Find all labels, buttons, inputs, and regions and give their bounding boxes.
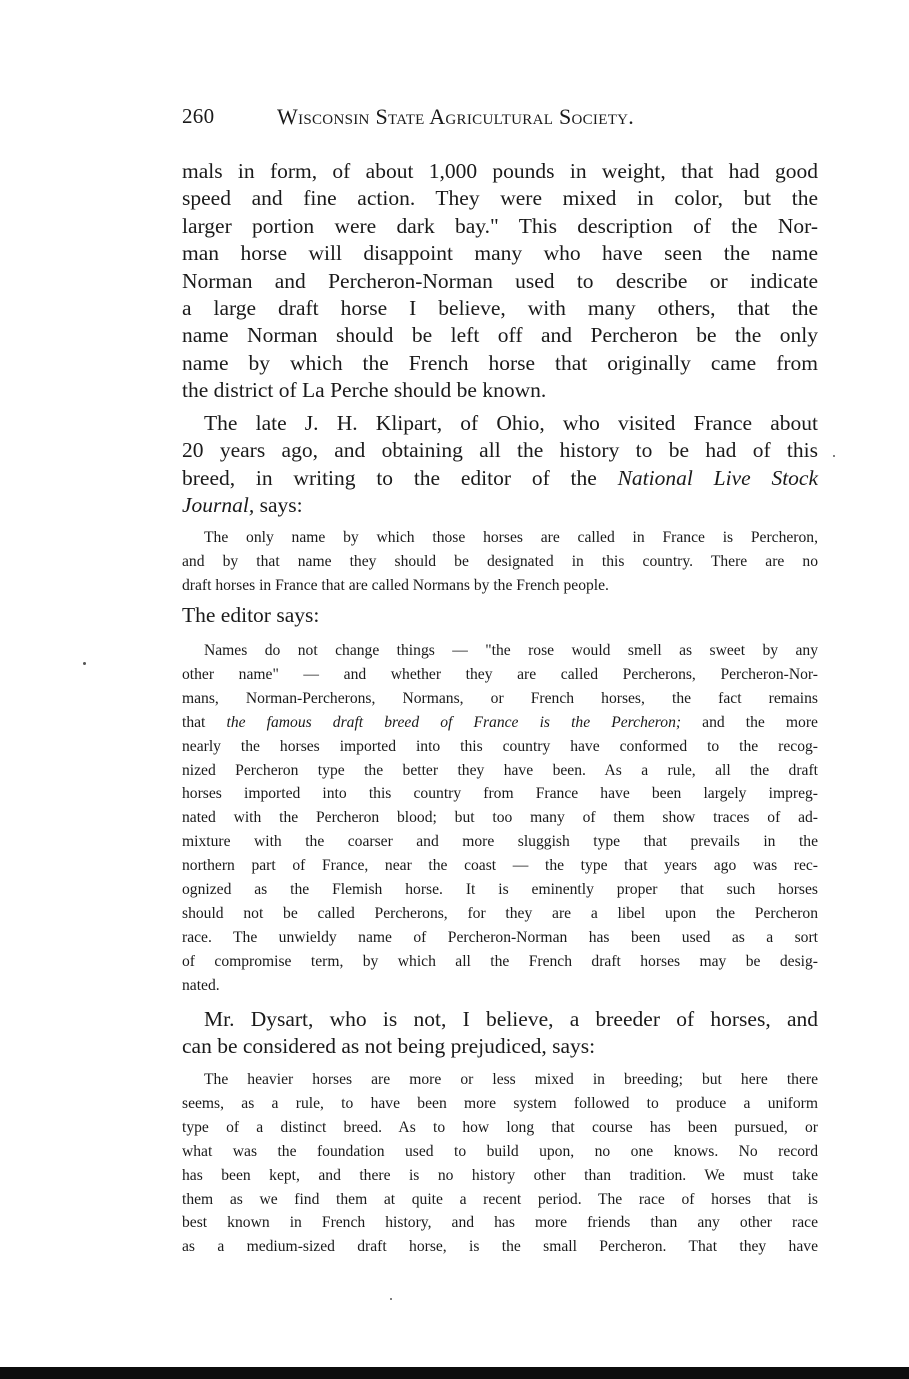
text-line: them as we find them at quite a recent period. The race of horses that is [182,1190,818,1208]
text-line: mals in form, of about 1,000 pounds in weight, that had good [182,159,818,183]
text-run: breed, in writing to the editor of the [182,465,597,490]
scan-speck [390,1298,392,1300]
text-line: larger portion were dark bay." This description of the Nor- [182,213,818,238]
text-line: nated with the Percheron blood; but too many of them show traces of ad- [182,809,818,827]
text-line: can be considered as not being prejudiced, says: [182,1034,596,1059]
text-line: type of a distinct breed. As to how long that course has been pursued, or [182,1118,818,1136]
paragraph-klipart [182,410,818,520]
text-run: says: [254,493,303,518]
text-run: and the more [681,713,818,731]
text-line: should not be called Percherons, for they are a libel upon the Percheron [182,904,818,922]
page-number: 260 [182,104,215,128]
text-line: The late J. H. Klipart, of Ohio, who visited France about [204,411,818,435]
text-line: ognized as the Flemish horse. It is eminently proper that such horses [182,881,818,899]
text-line: man horse will disappoint many who have seen the name [182,241,818,266]
running-header [182,104,822,136]
text-line: race. The unwieldy name of Percheron-Norman has been used as a sort [182,928,818,946]
text-line: The editor says: [182,603,320,627]
scan-edge [0,1367,909,1379]
text-line: other name" — and whether they are called Percherons, Percheron-Nor- [182,665,818,683]
text-line: The heavier horses are more or less mixed in breeding; but here there [204,1071,818,1088]
editor-says-heading [182,602,818,629]
text-line: seems, as a rule, to have been more system followed to produce a uniform [182,1094,818,1112]
text-line [182,711,818,735]
scan-speck [83,662,86,665]
text-line [182,492,818,519]
quote-klipart [182,526,818,598]
text-line [182,465,818,492]
text-line: nearly the horses imported into this country have conformed to the recog- [182,737,818,755]
paragraph-dysart [182,1006,818,1061]
quote-editor [182,639,818,998]
text-line: best known in French history, and has more friends than any other race [182,1214,818,1232]
text-line: nized Percheron type the better they have been. As a rule, all the draft [182,761,818,779]
text-line: 20 years ago, and obtaining all the history to be had of this [182,438,818,463]
emphasis-run: the famous draft breed of France is the Percheron; [226,713,682,731]
paragraph-continuation [182,158,818,405]
text-line: has been kept, and there is no history other than tradition. We must take [182,1166,818,1184]
text-line: mans, Norman-Percherons, Normans, or French horses, the fact remains [182,689,818,707]
quote-dysart [182,1068,818,1259]
journal-title-end: Journal, [182,493,255,518]
text-line: what was the foundation used to build upon, no one knows. No record [182,1142,818,1160]
running-title: Wisconsin State Agricultural Society. [277,104,635,129]
text-line: and by that name they should be designated in this country. There are no [182,552,818,570]
text-run: that [182,713,227,731]
text-line: speed and fine action. They were mixed in color, but the [182,186,818,211]
text-line: the district of La Perche should be known. [182,378,547,403]
text-line: Norman and Percheron-Norman used to describe or indicate [182,268,818,293]
text-line: name by which the French horse that originally came from [182,350,818,375]
text-line: draft horses in France that are called Normans by the French people. [182,576,609,594]
scan-speck [833,455,835,457]
journal-title: National Live Stock [617,465,819,490]
text-line: nated. [182,976,220,994]
text-line: mixture with the coarser and more sluggish type that prevails in the [182,833,818,851]
text-line: horses imported into this country from France have been largely impreg- [182,785,818,803]
text-line: Names do not change things — "the rose would smell as sweet by any [204,642,818,659]
text-line: as a medium-sized draft horse, is the small Percheron. That they have [182,1238,818,1256]
text-line: The only name by which those horses are called in France is Percheron, [204,529,818,546]
text-line: name Norman should be left off and Percheron be the only [182,323,818,348]
text-line: Mr. Dysart, who is not, I believe, a breeder of horses, and [204,1007,818,1031]
text-line: a large draft horse I believe, with many others, that the [182,296,818,321]
text-line: of compromise term, by which all the French draft horses may be desig- [182,952,818,970]
text-line: northern part of France, near the coast — the type that years ago was rec- [182,857,818,875]
